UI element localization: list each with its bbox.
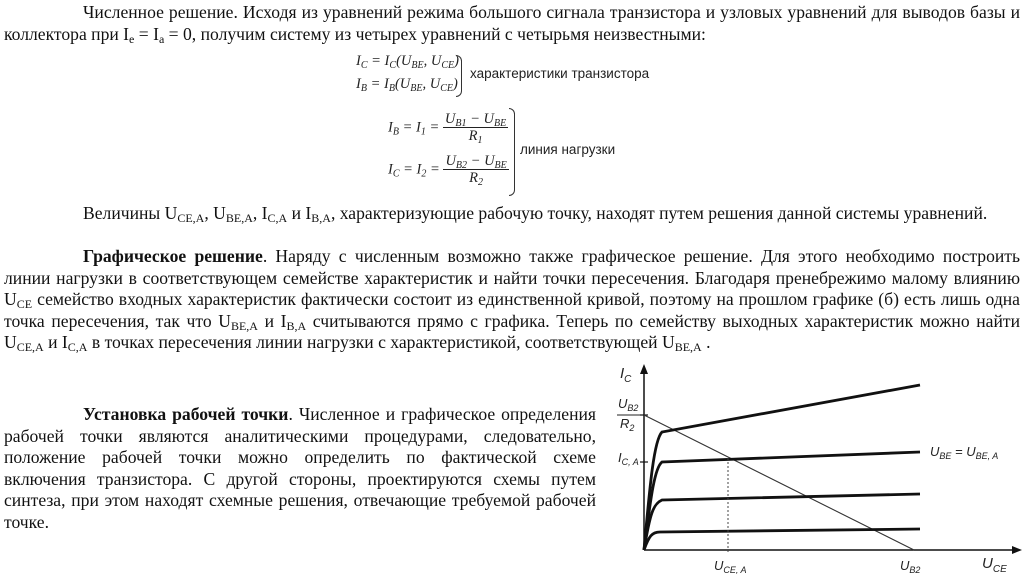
curve-label-ube-a: $U_{BE} = U_{BE, A}$ bbox=[930, 444, 999, 461]
heading-operating-point-setup: Установка рабочей точки bbox=[83, 404, 289, 424]
x-axis-label: $U_{CE}$ bbox=[982, 555, 1007, 574]
paragraph-operating-point-setup: Установка рабочей точки. Численное и графическое определения рабочей точки являются аналитическими процедурами, следовательно, положение рабочей точки можно определить по фактической схеме включения транзистора. С другой стороны, проектируются схемы путем синтеза, при этом находят схемные решения, отвечающие требуемой рабочей точке. bbox=[4, 404, 596, 532]
paragraph-numeric-solution: Численное решение. Исходя из уравнений режима большого сигнала транзистора и узловых уравнений для выводов базы и коллектора при $I_e = I_a = 0$, получим систему из четырех уравнений с четырьмя неизвестными: bbox=[4, 2, 1020, 46]
y-tick-ica: $I_{C, A}$ bbox=[618, 450, 639, 467]
paragraph-operating-point-values: Величины $U_{CE,A}$, $U_{BE,A}$, $I_{C,A}$ и $I_{B,A}$, характеризующие рабочую точку, находят путем решения данной системы уравнений. bbox=[83, 203, 988, 225]
label-transistor-characteristics: характеристики транзистора bbox=[470, 66, 650, 81]
label-load-line: линия нагрузки bbox=[520, 142, 616, 157]
paragraph-graphical-solution: Графическое решение. Наряду с численным возможно также графическое решение. Для этого необходимо построить линии нагрузки в соответствующем семействе характеристик и найти точки пересечения. Благодаря пренебрежимо малому влиянию $U_{CE}$ семейство входных характеристик фактически состоит из единственной кривой, поэтому на прошлом графике (б) есть лишь одна точка пересечения, так что $U_{BE,A}$ и $I_{B,A}$ считываются прямо с графика. Теперь по семейству выходных характеристик можно найти $U_{CE,A}$ и $I_{C,A}$ в точках пересечения линии нагрузки с характеристикой, соответствующей $U_{BE,A}$ . bbox=[4, 246, 1020, 355]
curve-2-ube-a bbox=[644, 452, 920, 550]
equation-ic: $I_C = I_C(U_{BE}$, $U_{CE}$) bbox=[356, 53, 459, 71]
equation-load-ic: $I_C = I_2$ = $\frac{U_{B2} - U_{BE}}{R_2}$ bbox=[388, 153, 507, 188]
brace-load bbox=[509, 108, 515, 196]
curve-1 bbox=[644, 385, 920, 550]
x-tick-uce-a: $U_{CE, A}$ bbox=[714, 558, 747, 574]
x-tick-ub2: $U_{B2}$ bbox=[900, 558, 921, 574]
curve-3 bbox=[644, 494, 920, 550]
x-axis-arrow bbox=[1012, 546, 1022, 554]
brace-transistor bbox=[456, 55, 462, 97]
equation-load-ib: $I_B = I_1$ = $\frac{U_{B1} - U_{BE}}{R_1}$ bbox=[388, 111, 507, 146]
output-characteristics-graph bbox=[600, 364, 1024, 574]
heading-graphical-solution: Графическое решение bbox=[83, 246, 263, 266]
equation-ib: $I_B = I_B(U_{BE}$, $U_{CE}$) bbox=[356, 76, 458, 94]
y-tick-ub2-r2-denominator: $R_2$ bbox=[620, 416, 635, 433]
y-axis-arrow bbox=[640, 364, 648, 374]
y-tick-ub2-r2-numerator: $U_{B2}$ bbox=[618, 396, 639, 413]
y-axis-label: $I_C$ bbox=[620, 365, 632, 385]
